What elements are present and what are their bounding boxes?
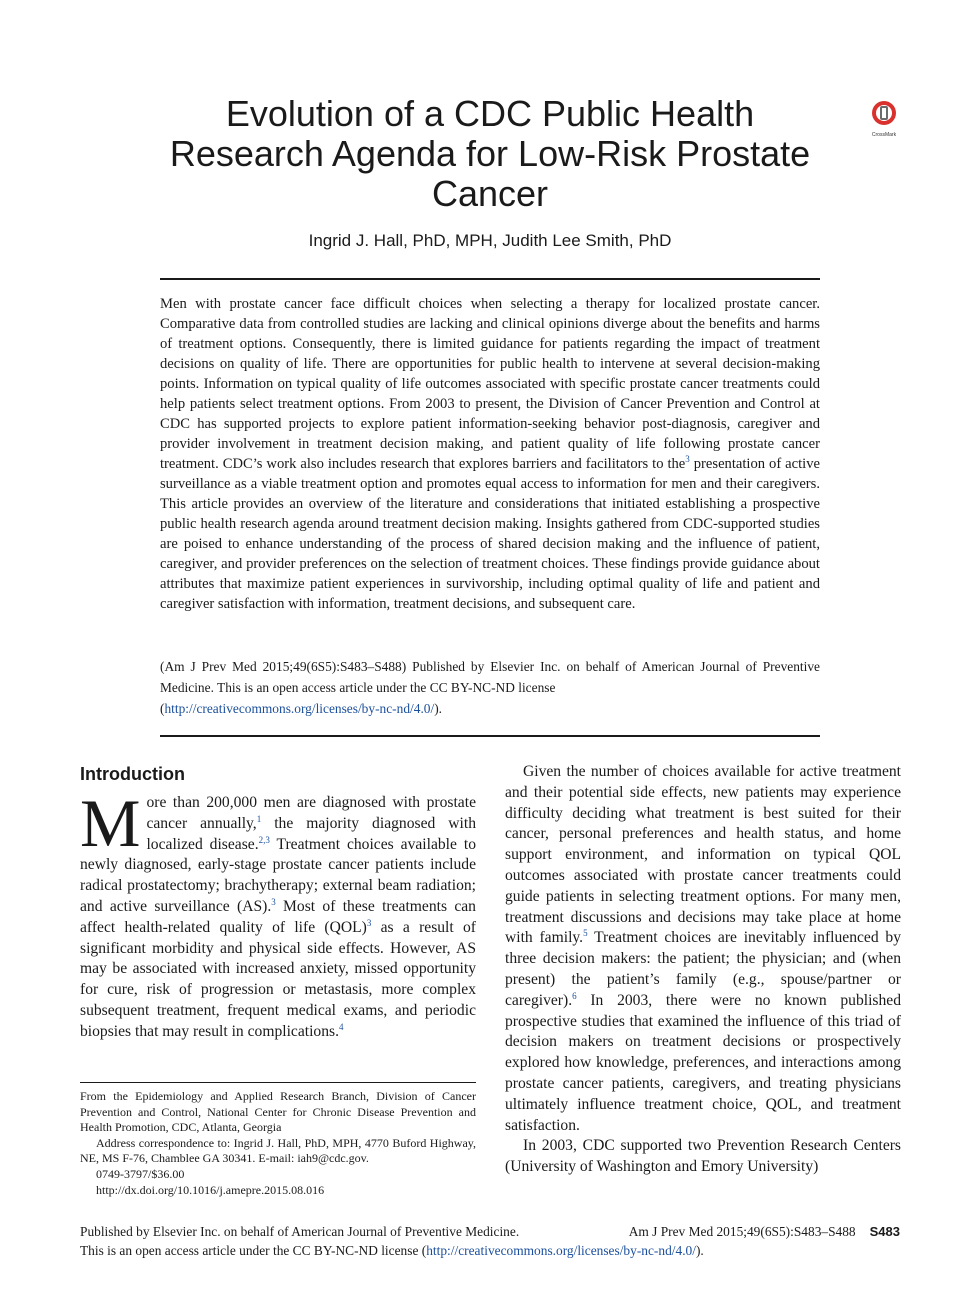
author-list: Ingrid J. Hall, PhD, MPH, Judith Lee Smith, PhD xyxy=(308,231,672,250)
ref-5[interactable]: 5 xyxy=(583,928,588,939)
abstract xyxy=(160,294,820,614)
footer-paren-close: ). xyxy=(695,1243,704,1258)
intro-p2-a: Given the number of choices available for active treatment and their potential side effects, new patients may experience difficulty deciding what treatment is best suited for their cancer, personal preferences and health status, and home support environment, and information on typical QOL outcomes associated with prostate cancer treatments could guide patients in selecting treatment options. For many men, treatment discussions and decisions may take place at home with family. xyxy=(505,763,901,947)
intro-p1-b: the majority diagnosed with localized disease. xyxy=(146,814,476,853)
crossmark-icon xyxy=(870,100,898,126)
left-column xyxy=(80,762,476,1043)
intro-p2-c: In 2003, there were no known published prospective studies that examined the influence of this triad of decision makers on treatment decisions or prospectively explored how knowledge, preferences, and interactions among prostate cancer patients, caregivers, and treating physicians ultimately influence treatment choice, QOL, and treatment satisfaction. xyxy=(505,991,901,1134)
intro-paragraph-3: In 2003, CDC supported two Prevention Research Centers (University of Washington and Emory University) xyxy=(505,1137,901,1176)
footer-license-text: This is an open access article under the CC BY-NC-ND license xyxy=(80,1243,419,1258)
abstract-bottom-rule xyxy=(160,735,820,737)
intro-paragraph-2 xyxy=(505,762,901,1136)
ref-1[interactable]: 1 xyxy=(256,813,262,824)
ref-3-abstract[interactable]: 3 xyxy=(685,454,690,465)
intro-p1-c: Treatment choices available to newly diagnosed, early-stage prostate cancer patients include radical prostatectomy; brachytherapy; external beam radiation; and active surveillance (AS). xyxy=(80,835,476,915)
ref-6[interactable]: 6 xyxy=(572,990,577,1001)
abstract-citation xyxy=(160,656,820,719)
correspondence-note: Address correspondence to: Ingrid J. Hall, PhD, MPH, 4770 Buford Highway, NE, MS F-76, Chamblee GA 30341. E-mail: iah9@cdc.gov. xyxy=(80,1135,476,1166)
ref-3-a[interactable]: 3 xyxy=(271,896,276,907)
crossmark-badge[interactable] xyxy=(866,100,902,138)
issn-note: 0749-3797/$36.00 xyxy=(96,1166,185,1181)
intro-paragraph-1 xyxy=(80,785,476,1043)
footer-publisher: Published by Elsevier Inc. on behalf of American Journal of Preventive Medicine. xyxy=(80,1224,520,1239)
footer-journal: Am J Prev Med 2015;49(6S5):S483–S488 xyxy=(628,1224,856,1239)
intro-p1-d: Most of these treatments can affect health-related quality of life (QOL) xyxy=(80,897,476,936)
footer-license-link[interactable]: http://creativecommons.org/licenses/by-nc-nd/4.0/ xyxy=(426,1243,696,1258)
footer-paren-open: ( xyxy=(418,1243,427,1258)
intro-p1-a: ore than 200,000 men are diagnosed with prostate cancer annually, xyxy=(146,794,476,832)
ref-3-b[interactable]: 3 xyxy=(366,917,372,928)
abstract-text: Men with prostate cancer face difficult choices when selecting a therapy for localized prostate cancer. Comparative data from controlled studies are lacking and clinical opinions diverge about the benefits and harms of treatment options. Consequently, there is limited guidance for patients regarding the impact of treatment decisions on quality of life. There are opportunities for public health to intervene at several decision-making points. Information on typical quality of life outcomes associated with specific prostate cancer treatments could help patients select treatment options. From 2003 to present, the Division of Cancer Prevention and Control at CDC has supported projects to explore patient information-seeking behavior post-diagnosis, caregiver and provider involvement in treatment decision making, and patient quality of life following prostate cancer treatment. CDC’s work also includes research that explores barriers and facilitators to the xyxy=(160,296,820,472)
intro-p2-b: Treatment choices are inevitably influenced by three decision makers: the patient; the physician; and (when present) the patient’s family (e.g., spouse/partner or caregiver). xyxy=(505,929,901,1009)
ref-4[interactable]: 4 xyxy=(339,1021,344,1032)
affiliation-note: From the Epidemiology and Applied Research Branch, Division of Cancer Prevention and Control, National Center for Chronic Disease Prevention and Health Promotion, CDC, Atlanta, Georgia xyxy=(80,1089,476,1135)
ref-2-3[interactable]: 2,3 xyxy=(258,834,270,845)
abstract-license-link[interactable]: http://creativecommons.org/licenses/by-nc-nd/4.0/ xyxy=(164,701,435,716)
doi-link[interactable]: http://dx.doi.org/10.1016/j.amepre.2015.08.016 xyxy=(96,1182,325,1197)
article-title: Evolution of a CDC Public Health Research Agenda for Low-Risk Prostate Cancer xyxy=(169,93,811,214)
citation-paren-close: ). xyxy=(434,701,443,716)
abstract-text-2: presentation of active surveillance as a viable treatment option and promotes equal access to information for men and their caregivers. This article provides an overview of the literature and considerations that initiated establishing a prospective public health research agenda around treatment decision making. Insights gathered from CDC-supported studies are poised to enhance understanding of the process of shared decision making and the influence of patient, caregiver, and provider preferences on the selection of treatment choices. These findings provide guidance about attributes that maximize patient experiences in survivorship, including optimal quality of life and patient and caregiver satisfaction with information, treatment decisions, and subsequent care. xyxy=(160,456,820,612)
intro-p1-e: as a result of significant morbidity and physical side effects. However, AS may be associated with increased anxiety, missed opportunity for cure, risk of progression or metastasis, more complex subsequent treatment, frequent medical exams, and periodic biopsies that may result in complications. xyxy=(80,918,476,1040)
citation-paren-open: ( xyxy=(160,701,165,716)
introduction-heading: Introduction xyxy=(80,764,185,784)
abstract-top-rule xyxy=(160,278,820,280)
page-number: S483 xyxy=(869,1224,900,1239)
page-footer xyxy=(80,1222,900,1260)
right-column xyxy=(505,762,901,1178)
footnotes xyxy=(80,1082,476,1198)
drop-cap: M xyxy=(80,785,141,861)
crossmark-label: CrossMark xyxy=(871,132,897,138)
citation-text: (Am J Prev Med 2015;49(6S5):S483–S488) Published by Elsevier Inc. on behalf of American Journal of Preventive Medicine. This is an open access article under the CC BY-NC-ND license xyxy=(160,659,820,695)
